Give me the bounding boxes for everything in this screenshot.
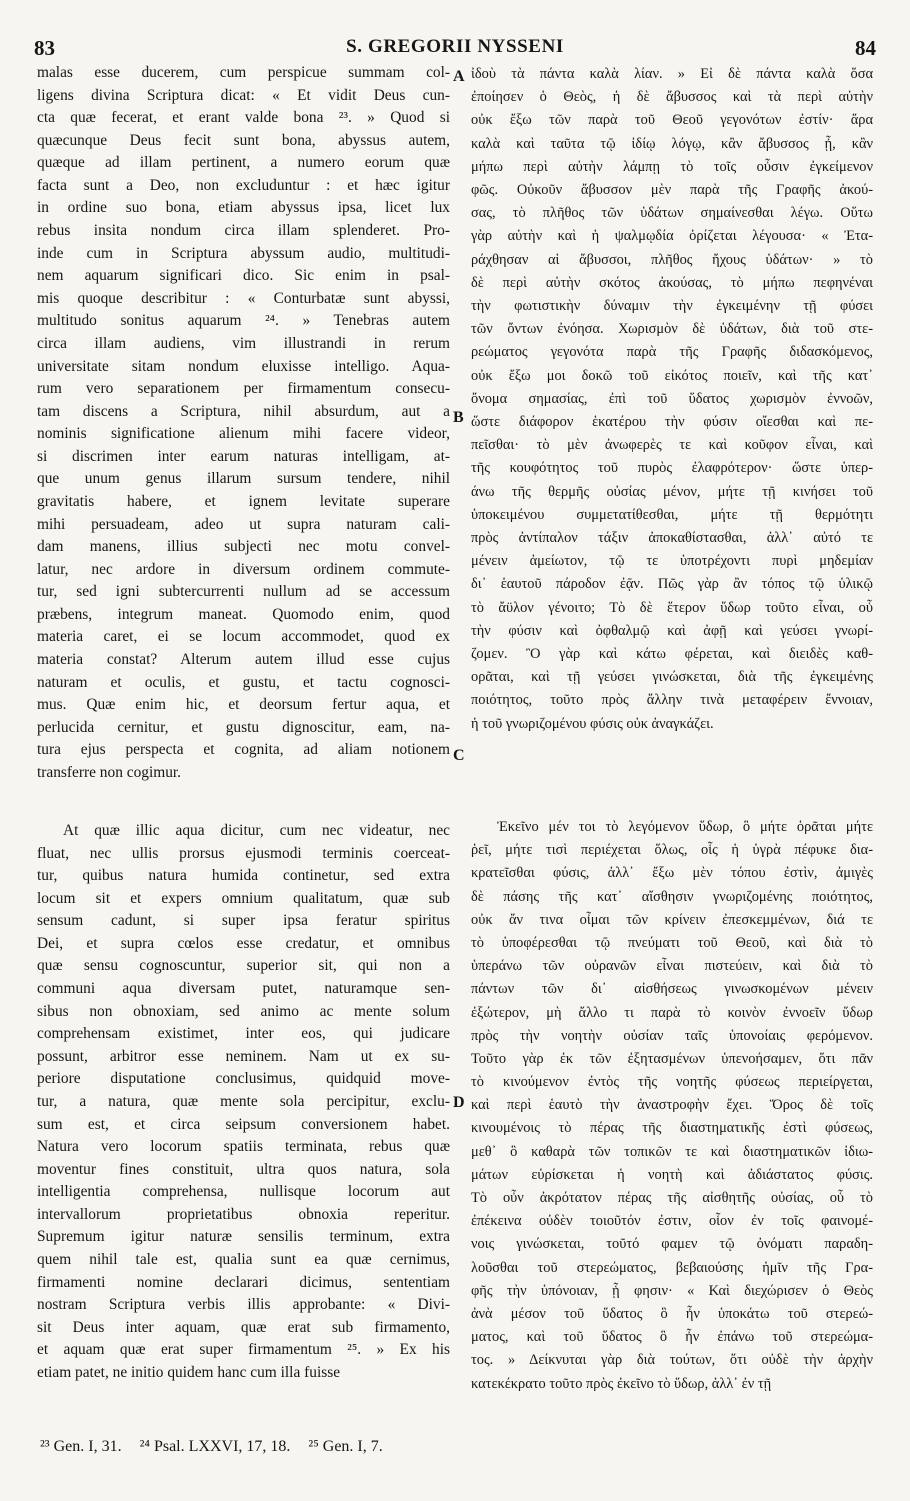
text-line: tur, sed igni subtercurrenti nullum ad se accessum xyxy=(37,583,450,601)
text-line: rebus insita nondum circa illam splenderet. Pro- xyxy=(37,222,450,240)
text-line: πρὸς ἀντίπαλον τάξιν ἀποκαθίστασθαι, ἀλλ᾽ αὐτό τε xyxy=(471,530,873,547)
text-line: Dei, et supra cœlos esse credatur, et omnibus xyxy=(37,934,450,952)
text-line: καλὰ καὶ ταῦτα τῷ ἰδίῳ λόγῳ, κἂν ἄβυσσος ᾖ, κἂν xyxy=(471,135,873,152)
text-line: quæque ad illam pertinent, a numero eorum quæ xyxy=(37,154,450,172)
text-line: moventur fines constituit, ultra quos natura, sola xyxy=(37,1160,450,1178)
text-line: perlucida cernitur, et gustu dignoscitur, eam, na- xyxy=(37,718,450,736)
text-line: λοῦσθαι τοῦ στερεώματος, βεβαιούσης ἡμῖν τῆς Γρα- xyxy=(471,1259,873,1276)
text-line: Ἐκεῖνο μέν τοι τὸ λεγόμενον ὕδωρ, ὃ μήτε ὁρᾶται μήτε xyxy=(497,819,873,835)
page-header xyxy=(34,36,876,62)
text-line: materia constat? Alterum autem illud esse cujus xyxy=(37,651,450,669)
text-line: quæcunque Deus fecit sunt bona, abyssus autem, xyxy=(37,131,450,149)
text-line: τὸ ὑποφέρεσθαι τῷ πνεύματι τοῦ Θεοῦ, καὶ διὰ τὸ xyxy=(471,934,873,951)
text-line: Supremum igitur naturæ sensilis terminum, extra xyxy=(37,1228,450,1246)
text-line: φῆς τὴν ὑπόνοιαν, ᾗ φησιν· « Καὶ διεχώρισεν ὁ Θεὸς xyxy=(471,1282,873,1299)
text-line: sit Deus inter aquam, quæ erat sub firmamento, xyxy=(37,1318,450,1336)
text-line: fluat, nec ullis prorsus ejusmodi terminis coerceat- xyxy=(37,844,450,862)
text-line: quem nihil tale est, qualia sunt ea quæ cernimus, xyxy=(37,1250,450,1268)
text-line: comprehensam existimet, inter eos, qui judicare xyxy=(37,1025,450,1043)
text-line: ἰδοὺ τὰ πάντα καλὰ λίαν. » Εἰ δὲ πάντα καλὰ ὅσα xyxy=(471,66,873,82)
text-line: mus. Quæ enim hic, et deorsum fertur aqua, et xyxy=(37,696,450,714)
text-line: πάντων τῶν δι᾽ αἰσθήσεως γινωσκομένων μένειν xyxy=(471,981,873,998)
text-line: nostram Scriptura verbis illis approbante: « Divi- xyxy=(37,1296,450,1314)
greek-column-para1 xyxy=(471,63,873,736)
text-line: intervallorum proprietatibus obnoxia reperitur. xyxy=(37,1205,450,1223)
text-line: que unum genus illarum sursum tendere, nihil xyxy=(37,470,450,488)
text-line: Τοῦτο γὰρ ἐκ τῶν ἐξητασμένων ὑπενοήσαμεν, ὅτι πᾶν xyxy=(471,1050,873,1067)
text-line: κινουμένοις τὸ πέρας τῆς διαστηματικῆς ἐστὶ φύσεως, xyxy=(471,1120,873,1137)
text-line: firmamenti nomine declarari dicimus, sententiam xyxy=(37,1273,450,1291)
text-line: nem aquarum significari dico. Sic enim in psal- xyxy=(37,267,450,285)
text-line: κατεκέκρατο τοῦτο πρὸς ἐκεῖνο τὸ ὕδωρ, ἀλλ᾽ ἐν τῇ xyxy=(471,1375,772,1392)
text-line: ῥεῖ, μήτε τισὶ περιέχεται ὅλως, οἷς ἡ ὑγρὰ πέφυκε δια- xyxy=(471,842,873,859)
text-line: locum sit et expers omnium qualitatum, quæ sub xyxy=(37,889,450,907)
text-line: At quæ illic aqua dicitur, cum nec videatur, nec xyxy=(63,822,450,839)
text-line: ὑποκειμένου συμμετατίθεσθαι, μήτε τῇ θερμότητι xyxy=(471,506,873,523)
text-line: si discrimen inter earum naturas intelligam, at- xyxy=(37,447,450,465)
text-line: rum vero separationem per firmamentum consecu- xyxy=(37,380,450,398)
text-line: μάτων εὑρίσκεται ἡ νοητὴ καὶ ἀδιάστατος φύσις. xyxy=(471,1166,873,1183)
text-line: τῶν ὄντων ἐνόησα. Χωρισμὸν δὲ ὑδάτων, διὰ τοῦ στε- xyxy=(471,321,873,338)
text-line: ἡ τοῦ γνωριζομένου φύσις οὐκ ἀναγκάζει. xyxy=(471,715,714,732)
text-line: σας, τὸ πλῆθος τῶν ὑδάτων σημαίνεσθαι λέγω. Οὕτω xyxy=(471,205,873,222)
footnote-23: ²³ Gen. I, 31. xyxy=(40,1438,122,1455)
page-number-left: 83 xyxy=(34,36,55,60)
text-line: ligens divina Scriptura dicat: « Et vidit Deus cun- xyxy=(37,86,450,104)
text-line: universitate sitam nondum eluxisse intelligo. Aqua- xyxy=(37,357,450,375)
text-line: άνω τῆς θερμῆς οὐσίας μένον, μήτε τῇ κινήσει τοῦ xyxy=(471,483,873,500)
text-line: πεῖσθαι· τὸ μὲν ἀνωφερὲς τε καὶ κοῦφον εἶναι, καὶ xyxy=(471,437,873,454)
text-line: tur, a natura, quæ mente sola percipitur, exclu- xyxy=(37,1092,450,1110)
text-line: dam manens, illius subjecti nec motu convel- xyxy=(37,538,450,556)
text-line: communi aqua diversam putet, naturamque sen- xyxy=(37,980,450,998)
page-number-right: 84 xyxy=(855,36,876,60)
text-line: Natura vero locorum spatiis terminata, rebus quæ xyxy=(37,1138,450,1156)
footnote-24: ²⁴ Psal. LXXVI, 17, 18. xyxy=(139,1438,291,1455)
text-line: ὄνομα σημασίας, ἐπὶ τοῦ ὕδατος χωρισμὸν ἐννοῶν, xyxy=(471,390,873,407)
text-line: naturam et oculis, et gustu, et tactu cognosci- xyxy=(37,673,450,691)
text-line: δι᾽ ἑαυτοῦ πάροδον ἐᾷν. Πῶς γὰρ ἂν τόπος τῷ ὑλικῷ xyxy=(471,576,873,593)
text-line: ρεώματος γεγονότα παρὰ τῆς Γραφῆς διδασκόμενος, xyxy=(471,344,873,361)
text-line: τὸ κινούμενον ἐντὸς τῆς νοητῆς φύσεως περιείργεται, xyxy=(471,1074,873,1091)
text-line: ράχθησαν αἱ ἄβυσσοι, πλῆθος ἤχους ὑδάτων· » τὸ xyxy=(471,251,873,268)
text-line: mihi persuadeam, adeo ut supra naturam cali- xyxy=(37,515,450,533)
text-line: tura ejus perspecta et cognita, ad aliam notionem xyxy=(37,741,450,759)
text-line: facta sunt a Deo, non excluduntur : et hæc igitur xyxy=(37,176,450,194)
text-line: etiam patet, ne initio quidem hanc cum illa fuisse xyxy=(37,1363,341,1381)
text-line: τὴν φύσιν καὶ ὀφθαλμῷ καὶ ἀφῇ καὶ γεύσει γνωρί- xyxy=(471,622,873,639)
text-line: tam discens a Scriptura, nihil absurdum, aut a xyxy=(37,402,450,420)
footnote-25: ²⁵ Gen. I, 7. xyxy=(308,1438,383,1455)
text-line: δὲ περὶ αὐτὴν σκότος ἀκούσας, τὸ μήπω πεφηνέναι xyxy=(471,274,873,291)
text-line: πρὸς τὴν νοητὴν οὐσίαν ταῖς ὑπονοίαις φερόμενον. xyxy=(471,1027,873,1044)
text-line: οὐκ ἔξω τῶν παρὰ τοῦ Θεοῦ γεγονότων ἐστίν· ἄρα xyxy=(471,112,873,129)
margin-marker-b: B xyxy=(453,409,464,426)
text-line: possunt, arbitror esse neminem. Nam ut ex su- xyxy=(37,1047,450,1065)
running-title: S. GREGORII NYSSENI xyxy=(346,36,564,57)
text-line: cta quæ fecerat, et erant valde bona ²³. » Quod si xyxy=(37,109,450,127)
text-line: γὰρ αὐτὴν καὶ ἡ ψαλμῳδία ὁρίζεται λέγουσα· « Ἐτα- xyxy=(471,228,873,245)
text-line: μένειν ἀμείωτον, τῷ τε ὑποτρέχοντι πυρὶ μηδεμίαν xyxy=(471,553,873,570)
text-line: ὥστε διάφορον ἑκατέρου τὴν φύσιν οἴεσθαι καὶ πε- xyxy=(471,414,873,431)
text-line: periore disputatione conclusimus, quidquid move- xyxy=(37,1070,450,1088)
text-line: τος. » Δείκνυται γὰρ διὰ τούτων, ὅτι οὐδὲ τὴν ἀρχὴν xyxy=(471,1352,873,1369)
latin-column-para1 xyxy=(37,62,450,785)
text-line: materia caret, ei se locum accommodet, quod ex xyxy=(37,628,450,646)
text-line: ποιότητος, τοῦτο πρὸς ἄλλην τινὰ μεταφέρειν ἔννοιαν, xyxy=(471,692,873,709)
text-line: μήπω περὶ αὐτὴν λάμπῃ τὸ τοῖς οὖσιν ἐγκείμενον xyxy=(471,158,873,175)
text-line: νοις γινώσκεται, τοῦτό φαμεν τῷ ὀνόματι παραδη- xyxy=(471,1236,873,1253)
text-line: multitudo sonitus aquarum ²⁴. » Tenebras autem xyxy=(37,312,450,330)
text-line: δὲ πάσης τῆς κατ᾽ αἴσθησιν γνωριζομένης ποιότητος, xyxy=(471,888,873,905)
text-line: gravitatis habere, et ignem levitate superare xyxy=(37,492,450,510)
text-line: οὐκ ἔξω μοι δοκῶ τοῦ εἰκότος ποιεῖν, καὶ τῆς κατ᾽ xyxy=(471,367,873,384)
margin-marker-d: D xyxy=(453,1094,465,1111)
text-line: quæ sensu cognoscuntur, superior sit, qui non a xyxy=(37,957,450,975)
latin-column-para2 xyxy=(37,820,450,1384)
text-line: ζομεν. Ὃ γὰρ καὶ κάτω φέρεται, καὶ διειδὲς καθ- xyxy=(471,646,873,663)
text-line: τὴν φωτιστικὴν δύναμιν τὴν ἐγκειμένην τῇ φύσει xyxy=(471,298,873,315)
text-line: κρατεῖσθαι φύσις, ἀλλ᾽ ἔξω μὲν τόπου ἐστὶν, ἀμιγὲς xyxy=(471,865,873,882)
text-line: ἀνὰ μέσον τοῦ ὕδατος ὃ ἦν ὑποκάτω τοῦ στερεώ- xyxy=(471,1305,873,1322)
text-line: ἐποίησεν ὁ Θεὸς, ἡ δὲ ἄβυσσος καὶ τὰ περὶ αὐτὴν xyxy=(471,89,873,106)
text-line: μεθ᾽ ὃ καθαρὰ τῶν τοπικῶν τε καὶ διαστηματικῶν ἰδιω- xyxy=(471,1143,873,1160)
text-line: intelligentia comprehensa, nullisque locorum aut xyxy=(37,1183,450,1201)
text-line: mis quoque describitur : « Conturbatæ sunt abyssi, xyxy=(37,289,450,307)
footnotes xyxy=(40,1438,397,1456)
text-line: præbens, integrum maneat. Quomodo enim, quod xyxy=(37,605,450,623)
text-line: Τὸ οὖν ἀκρότατον πέρας τῆς αἰσθητῆς οὐσίας, οὗ τὸ xyxy=(471,1190,873,1206)
margin-marker-c: C xyxy=(453,747,465,764)
text-line: φῶς. Οὐκοῦν ἄβυσσον μὲν παρὰ τῆς Γραφῆς ἀκού- xyxy=(471,182,873,199)
text-line: sum est, et circa seipsum conversionem habet. xyxy=(37,1115,450,1133)
text-line: οὐκ ἄν τινα οἶμαι τῶν κρίνειν ἐπεσκεμμένων, διά τε xyxy=(471,911,873,928)
text-line: ἐπέκεινα οὐδὲν τοιοῦτόν ἐστιν, οἷον ἐν τοῖς φαινομέ- xyxy=(471,1213,873,1230)
text-line: nominis significatione alienum mihi facere videor, xyxy=(37,425,450,443)
text-line: ἐξώτερον, μὴ ἄλλο τι παρὰ τὸ κοινὸν ἐννοεῖν ὕδωρ xyxy=(471,1004,873,1021)
text-line: latur, nec ardore in diversum ordinem commute- xyxy=(37,560,450,578)
greek-column-para2 xyxy=(471,816,873,1396)
text-line: malas esse ducerem, cum perspicue summam col- xyxy=(37,64,450,81)
text-line: ορᾶται, καὶ τῇ γεύσει γινώσκεται, διὰ τῆς ἐγκειμένης xyxy=(471,669,873,686)
text-line: τῆς κουφότητος τοῦ πυρὸς ἐλαφρότερον· ὥστε ὑπερ- xyxy=(471,460,873,477)
text-line: sibus non obnoxiam, sed animo ac mente solum xyxy=(37,1002,450,1020)
text-line: τὸ ἄϋλον γένοιτο; Τὸ δὲ ἕτερον ὕδωρ τοῦτο εἶναι, οὗ xyxy=(471,599,873,616)
text-line: inde cum in Scriptura abyssum audio, multitudi- xyxy=(37,244,450,262)
text-line: tur, quibus natura humida continetur, sed extra xyxy=(37,867,450,885)
text-line: in ordine suo bona, etiam abyssus ipsa, licet lux xyxy=(37,199,450,217)
margin-marker-a: A xyxy=(453,68,465,85)
text-line: transferre non cogimur. xyxy=(37,763,182,781)
text-line: sensum cadunt, si super ipsa feratur spiritus xyxy=(37,912,450,930)
text-line: circa illam audiens, vim illustrandi in rerum xyxy=(37,334,450,352)
text-line: καὶ περὶ ἑαυτὸ τὴν ἀναστροφὴν ἔχει. Ὅρος δὲ τοῖς xyxy=(471,1097,873,1114)
text-line: ματος, καὶ τοῦ ὕδατος ὃ ἦν ἐπάνω τοῦ στερεώμα- xyxy=(471,1329,873,1346)
text-line: et aquam quæ erat super firmamentum ²⁵. » Ex his xyxy=(37,1341,450,1359)
text-line: ὑπεράνω τῶν οὐρανῶν εἶναι πιστεύειν, καὶ διὰ τὸ xyxy=(471,958,873,975)
